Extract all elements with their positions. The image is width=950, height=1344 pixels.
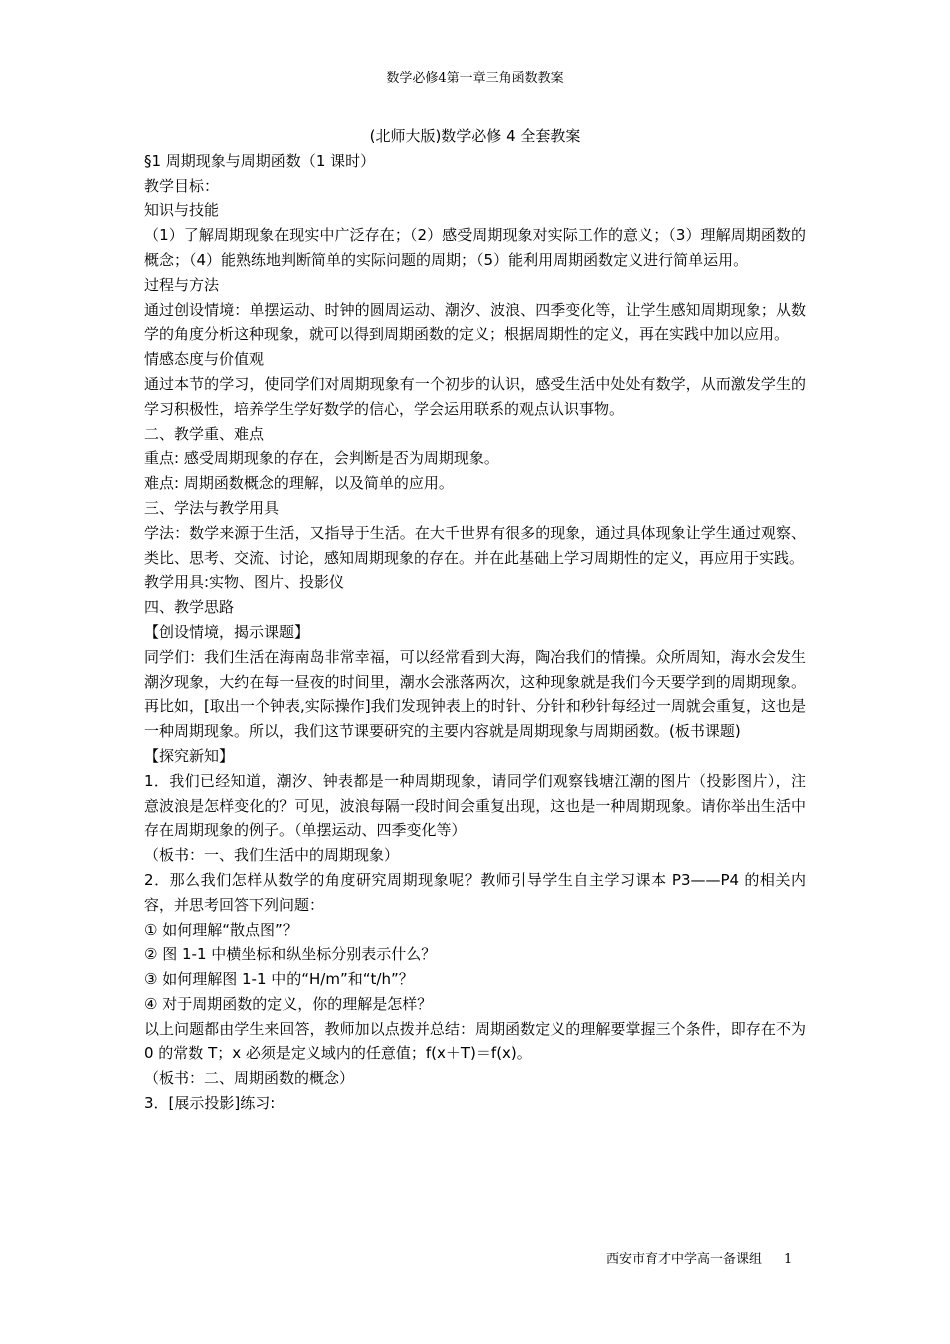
page-number: 1 bbox=[784, 1252, 793, 1267]
paragraph: ① 如何理解“散点图”？ bbox=[144, 920, 298, 939]
paragraph: 学法：数学来源于生活，又指导于生活。在大千世界有很多的现象，通过具体现象让学生通过观察、类比、思考、交流、讨论，感知周期现象的存在。并在此基础上学习周期性的定义，再应用于实践。 bbox=[144, 523, 806, 567]
paragraph: 三、学法与教学用具 bbox=[144, 498, 280, 517]
document-body bbox=[144, 124, 806, 1116]
paragraph: 1．我们已经知道，潮汐、钟表都是一种周期现象，请同学们观察钱塘江潮的图片（投影图片），注意波浪是怎样变化的？可见，波浪每隔一段时间会重复出现，这也是一种周期现象。请你举出生活中存在周期现象的例子。（单摆运动、四季变化等） bbox=[144, 771, 806, 840]
paragraph: 【创设情境，揭示课题】 bbox=[144, 622, 310, 641]
document-title: (北师大版)数学必修 4 全套教案 bbox=[369, 127, 581, 145]
paragraph: （1）了解周期现象在现实中广泛存在；（2）感受周期现象对实际工作的意义；（3）理解周期函数的概念；（4）能熟练地判断简单的实际问题的周期；（5）能利用周期函数定义进行简单运用。 bbox=[144, 226, 806, 269]
paragraph: 2．那么我们怎样从数学的角度研究周期现象呢？教师引导学生自主学习课本 P3——P4 的相关内容，并思考回答下列问题： bbox=[144, 870, 806, 914]
paragraph: 以上问题都由学生来回答，教师加以点拨并总结：周期函数定义的理解要掌握三个条件，即存在不为 0 的常数 T；x 必须是定义域内的任意值；f(x＋T)＝f(x)。 bbox=[144, 1019, 806, 1063]
paragraph: 【探究新知】 bbox=[144, 746, 235, 765]
page-header: 数学必修4第一章三角函数教案 bbox=[386, 71, 564, 86]
paragraph: 教学用具:实物、图片、投影仪 bbox=[144, 573, 345, 592]
paragraph: 二、教学重、难点 bbox=[144, 424, 265, 443]
paragraph: 过程与方法 bbox=[144, 275, 220, 294]
paragraph: （板书：一、我们生活中的周期现象） bbox=[144, 846, 400, 865]
paragraph: ③ 如何理解图 1-1 中的“H/m”和“t/h”？ bbox=[144, 970, 414, 989]
paragraph: 情感态度与价值观 bbox=[144, 350, 265, 369]
paragraph: 重点: 感受周期现象的存在，会判断是否为周期现象。 bbox=[144, 449, 499, 468]
paragraph: 教学目标： bbox=[144, 176, 220, 195]
section-heading: §1 周期现象与周期函数（1 课时） bbox=[144, 151, 376, 170]
paragraph: 知识与技能 bbox=[144, 201, 220, 220]
paragraph: 同学们：我们生活在海南岛非常幸福，可以经常看到大海，陶冶我们的情操。众所周知，海水会发生潮汐现象，大约在每一昼夜的时间里，潮水会涨落两次，这种现象就是我们今天要学到的周期现象。再比如，[取出一个钟表,实际操作]我们发现钟表上的时针、分针和秒针每经过一周就会重复，这也是一种周期现象。所以，我们这节课要研究的主要内容就是周期现象与周期函数。(板书课题) bbox=[144, 647, 806, 741]
paragraph: 通过创设情境：单摆运动、时钟的圆周运动、潮汐、波浪、四季变化等，让学生感知周期现象；从数学的角度分析这种现象，就可以得到周期函数的定义；根据周期性的定义，再在实践中加以应用。 bbox=[144, 300, 806, 344]
paragraph: 3．[展示投影]练习: bbox=[144, 1094, 276, 1113]
page-footer bbox=[606, 1248, 792, 1267]
paragraph: ④ 对于周期函数的定义，你的理解是怎样？ bbox=[144, 994, 433, 1013]
paragraph: 通过本节的学习，使同学们对周期现象有一个初步的认识，感受生活中处处有数学，从而激发学生的学习积极性，培养学生学好数学的信心，学会运用联系的观点认识事物。 bbox=[144, 374, 806, 418]
paragraph: ② 图 1-1 中横坐标和纵坐标分别表示什么？ bbox=[144, 945, 437, 964]
footer-text: 西安市育才中学高一备课组 bbox=[606, 1252, 763, 1267]
paragraph: 四、教学思路 bbox=[144, 598, 235, 617]
paragraph: 难点: 周期函数概念的理解，以及简单的应用。 bbox=[144, 474, 454, 493]
paragraph: （板书：二、周期函数的概念） bbox=[144, 1069, 355, 1088]
